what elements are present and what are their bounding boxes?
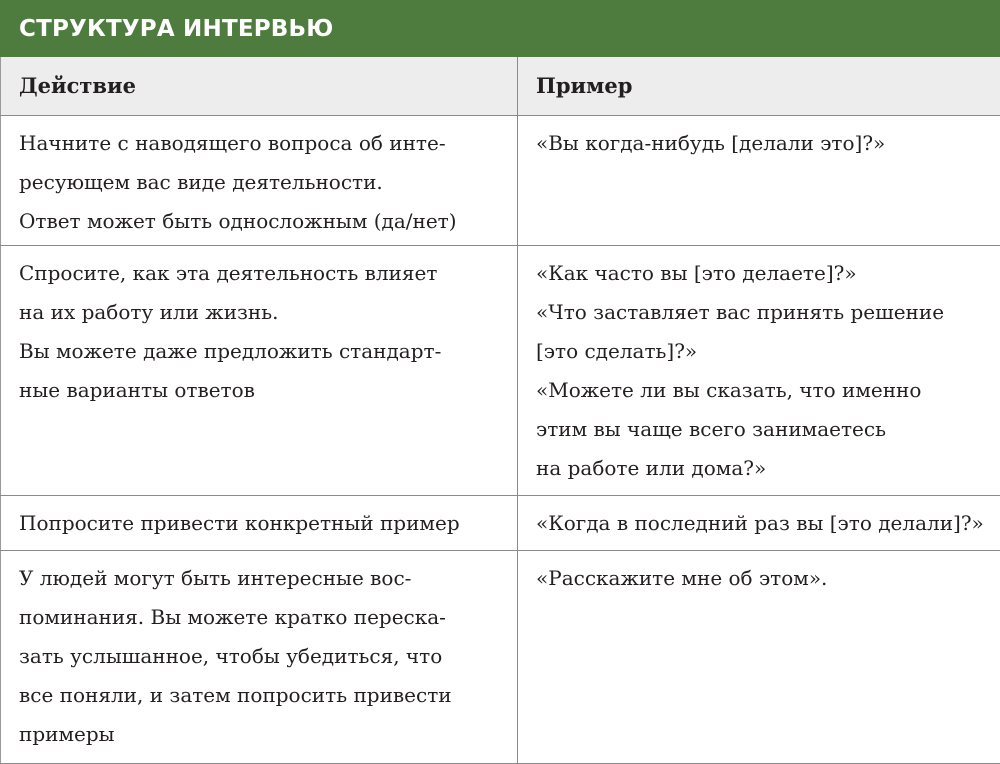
table-row [1, 550, 1000, 763]
action-text-line: зать услышанное, чтобы убедиться, что [19, 637, 499, 676]
example-text-line: «Расскажите мне об этом». [536, 559, 992, 598]
column-header-action: Действие [1, 57, 518, 115]
example-cell [518, 550, 1000, 763]
example-cell [518, 115, 1000, 245]
action-text-line: Вы можете даже предложить стандарт- [19, 332, 499, 371]
example-text-line: «Что заставляет вас принять решение [536, 293, 992, 332]
example-cell [518, 495, 1000, 550]
example-cell [518, 245, 1000, 495]
table-row [1, 495, 1000, 550]
action-cell [1, 495, 518, 550]
action-text-line: ресующем вас виде деятельности. [19, 163, 499, 202]
action-cell [1, 245, 518, 495]
action-cell [1, 115, 518, 245]
example-text-line: «Когда в последний раз вы [это делали]?» [536, 504, 992, 543]
table-title-bar [0, 0, 1000, 57]
action-text-line: на их работу или жизнь. [19, 293, 499, 332]
example-text-line: «Вы когда-нибудь [делали это]?» [536, 124, 992, 163]
action-cell [1, 550, 518, 763]
interview-structure-table [0, 57, 1000, 764]
action-text-line: Ответ может быть односложным (да/нет) [19, 202, 499, 241]
action-text-line: Начните с наводящего вопроса об инте- [19, 124, 499, 163]
table-header-row [1, 57, 1000, 115]
table-row [1, 245, 1000, 495]
action-text-line: Спросите, как эта деятельность влияет [19, 254, 499, 293]
example-text-line: «Можете ли вы сказать, что именно [536, 371, 992, 410]
action-text-line: поминания. Вы можете кратко переска- [19, 598, 499, 637]
action-text-line: все поняли, и затем попросить привести [19, 676, 499, 715]
action-text-line: У людей могут быть интересные вос- [19, 559, 499, 598]
action-text-line: ные варианты ответов [19, 371, 499, 410]
action-text-line: Попросите привести конкретный пример [19, 504, 499, 543]
column-header-example: Пример [518, 57, 1000, 115]
table-title: СТРУКТУРА ИНТЕРВЬЮ [19, 16, 333, 42]
example-text-line: [это сделать]?» [536, 332, 992, 371]
example-text-line: этим вы чаще всего занимаетесь [536, 410, 992, 449]
example-text-line: «Как часто вы [это делаете]?» [536, 254, 992, 293]
action-text-line: примеры [19, 715, 499, 754]
example-text-line: на работе или дома?» [536, 449, 992, 488]
table-row [1, 115, 1000, 245]
